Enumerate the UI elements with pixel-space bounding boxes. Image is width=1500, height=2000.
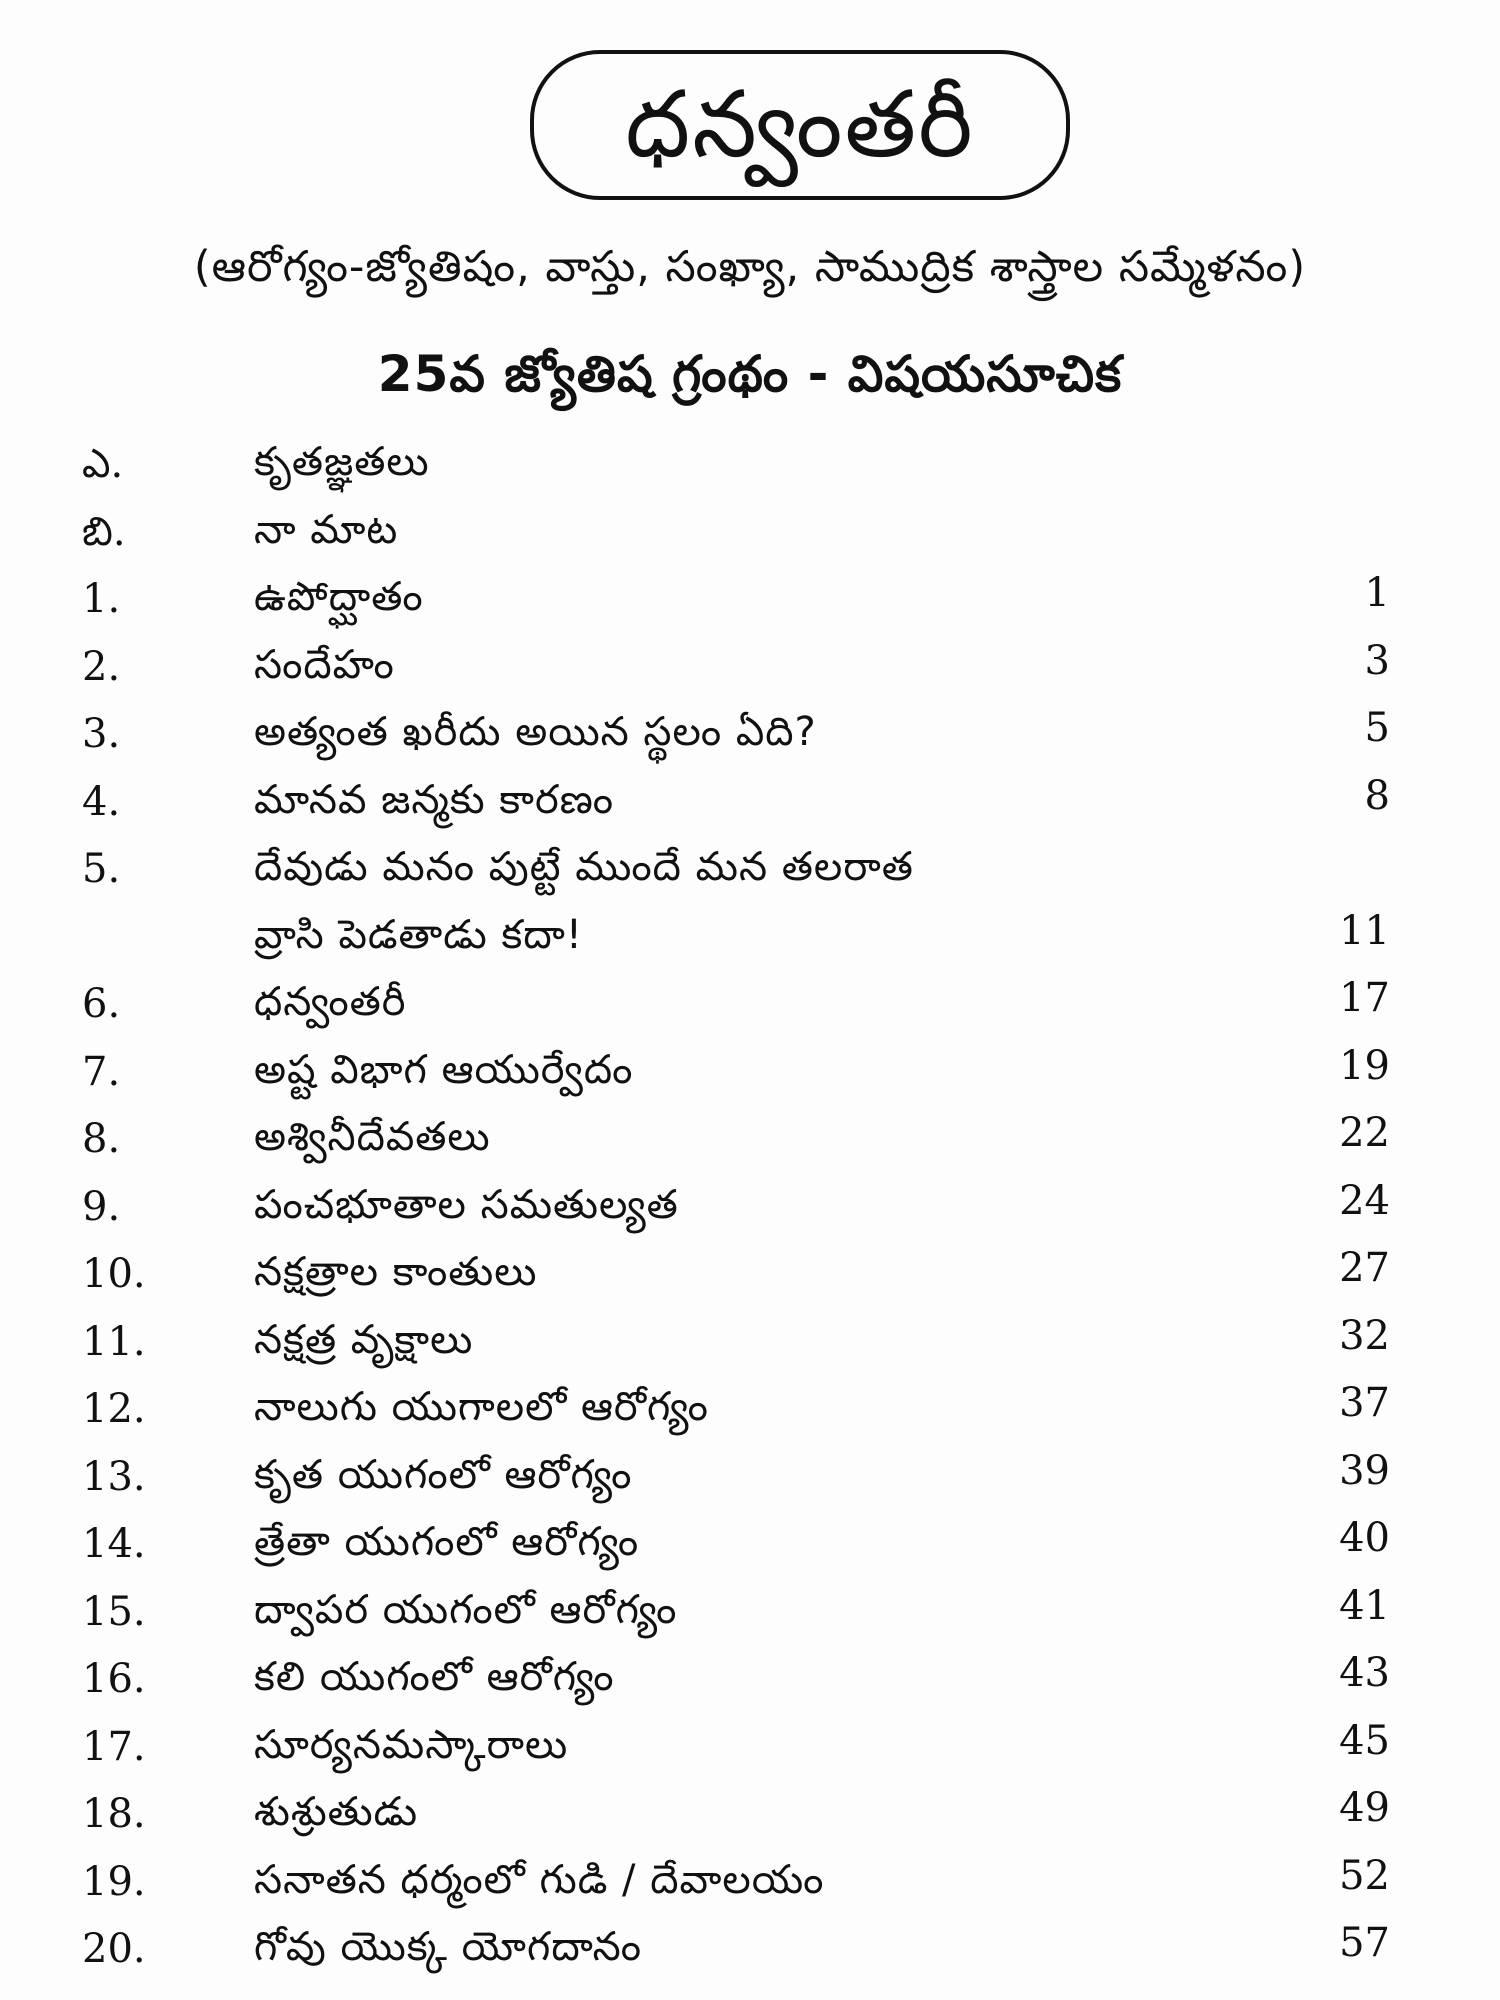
toc-entry (0, 1043, 1500, 1111)
toc-entry-number: 17. (82, 1723, 146, 1770)
toc-entry-title: శుశ్రుతుడు (254, 1789, 419, 1835)
toc-entry-number: ఎ. (82, 441, 124, 487)
toc-entry-number: 13. (82, 1453, 146, 1500)
toc-entry-page: 8 (1364, 772, 1390, 819)
toc-entry-title: ద్వాపర యుగంలో ఆరోగ్యం (254, 1586, 678, 1633)
book-title: ధన్వంతరీ (625, 71, 975, 178)
toc-entry-page: 22 (1339, 1110, 1390, 1156)
toc-entry-page: 41 (1339, 1582, 1390, 1629)
toc-entry-page: 19 (1339, 1042, 1390, 1089)
toc-entry-title: మానవ జన్మకు కారణం (254, 776, 615, 823)
toc-entry (0, 1448, 1500, 1516)
toc-entry-page: 39 (1339, 1447, 1390, 1494)
toc-entry-title: అత్యంత ఖరీదు అయిన స్థలం ఏది? (254, 709, 817, 755)
toc-entry-title: నా మాట (254, 506, 399, 553)
toc-entry-page: 45 (1339, 1717, 1390, 1764)
toc-entry-number: 6. (82, 981, 121, 1027)
toc-entry-title: ధన్వంతరీ (254, 979, 407, 1025)
toc-entry-title: గోవు యొక్క యోగదానం (254, 1924, 642, 1970)
toc-entry-title: దేవుడు మనం పుట్టే ముందే మన తలరాత (254, 844, 914, 890)
toc-entry (0, 1313, 1500, 1381)
toc-entry-number: 9. (82, 1183, 121, 1230)
toc-entry-number: 4. (82, 778, 121, 825)
toc-entry-title: కృతజ్ఞతలు (254, 439, 430, 485)
toc-entry-title: సూర్యనమస్కారాలు (254, 1721, 569, 1768)
toc-entry-page: 24 (1339, 1177, 1390, 1224)
toc-entry-number: 7. (82, 1048, 121, 1095)
toc-entry (0, 1650, 1500, 1718)
toc-entry-title: సనాతన ధర్మంలో గుడి / దేవాలయం (254, 1856, 825, 1903)
toc-entry (0, 503, 1500, 571)
toc-entry-page: 52 (1339, 1852, 1390, 1899)
toc-entry (0, 1110, 1500, 1178)
toc-entry (0, 1920, 1500, 1988)
toc-entry (0, 1785, 1500, 1853)
toc-entry-title: సందేహం (254, 641, 395, 688)
toc-entry (0, 840, 1500, 908)
toc-entry-page: 43 (1339, 1650, 1390, 1696)
toc-entry-page: 17 (1339, 975, 1390, 1021)
toc-entry (0, 1853, 1500, 1921)
toc-entry (0, 1178, 1500, 1246)
toc-entry-page: 1 (1364, 570, 1390, 616)
toc-entry-title: వ్రాసి పెడతాడు కదా! (254, 911, 583, 958)
table-of-contents (0, 435, 1500, 1988)
toc-entry-number: 2. (82, 643, 121, 690)
toc-entry-title: కలి యుగంలో ఆరోగ్యం (254, 1654, 615, 1700)
toc-entry-number: 11. (82, 1318, 146, 1365)
contents-heading: 25వ జ్యోతిష గ్రంథం - విషయసూచిక (377, 345, 1123, 403)
toc-entry-page: 57 (1339, 1920, 1390, 1966)
toc-entry-page: 49 (1339, 1785, 1390, 1831)
toc-entry-number: 15. (82, 1588, 146, 1635)
title-frame (530, 50, 1070, 200)
toc-entry-page: 40 (1339, 1515, 1390, 1561)
toc-entry-number: బి. (82, 508, 126, 555)
toc-entry-number: 20. (82, 1926, 146, 1972)
toc-entry-number: 10. (82, 1251, 146, 1297)
toc-entry-title: పంచభూతాల సమతుల్యత (254, 1181, 679, 1228)
toc-entry-title: నక్షత్రాల కాంతులు (254, 1249, 538, 1295)
toc-entry-number: 16. (82, 1656, 146, 1702)
toc-entry-page: 3 (1364, 637, 1390, 684)
toc-entry (0, 1583, 1500, 1651)
toc-entry (0, 638, 1500, 706)
toc-entry (0, 1380, 1500, 1448)
toc-entry (0, 1718, 1500, 1786)
toc-entry-title: నాలుగు యుగాలలో ఆరోగ్యం (254, 1384, 709, 1430)
toc-entry-continuation (0, 908, 1500, 976)
book-subtitle: (ఆరోగ్యం-జ్యోతిషం, వాస్తు, సంఖ్యా, సాముద్రిక శాస్త్రాల సమ్మేళనం) (193, 242, 1307, 292)
toc-entry-number: 5. (82, 846, 121, 892)
toc-entry-number: 3. (82, 711, 121, 757)
toc-entry (0, 570, 1500, 638)
toc-entry-title: త్రేతా యుగంలో ఆరోగ్యం (254, 1519, 640, 1565)
toc-entry-title: అష్ట విభాగ ఆయుర్వేదం (254, 1046, 634, 1093)
toc-entry-page: 11 (1339, 907, 1390, 954)
toc-entry (0, 705, 1500, 773)
toc-entry (0, 435, 1500, 503)
toc-entry-number: 14. (82, 1521, 146, 1567)
toc-entry-number: 1. (82, 576, 121, 622)
toc-entry-number: 12. (82, 1386, 146, 1432)
toc-entry-title: కృత యుగంలో ఆరోగ్యం (254, 1451, 633, 1498)
toc-entry-page: 37 (1339, 1380, 1390, 1426)
toc-entry (0, 1515, 1500, 1583)
toc-entry-number: 8. (82, 1116, 121, 1162)
toc-entry-title: అశ్వినీదేవతలు (254, 1114, 491, 1160)
toc-entry-number: 18. (82, 1791, 146, 1837)
toc-entry (0, 975, 1500, 1043)
toc-entry-title: ఉపోద్ఘాతం (254, 574, 424, 620)
toc-entry (0, 1245, 1500, 1313)
toc-entry-number: 19. (82, 1858, 146, 1905)
toc-entry (0, 773, 1500, 841)
toc-entry-page: 27 (1339, 1245, 1390, 1291)
toc-entry-title: నక్షత్ర వృక్షాలు (254, 1316, 474, 1363)
toc-entry-page: 32 (1339, 1312, 1390, 1359)
toc-entry-page: 5 (1364, 705, 1390, 751)
